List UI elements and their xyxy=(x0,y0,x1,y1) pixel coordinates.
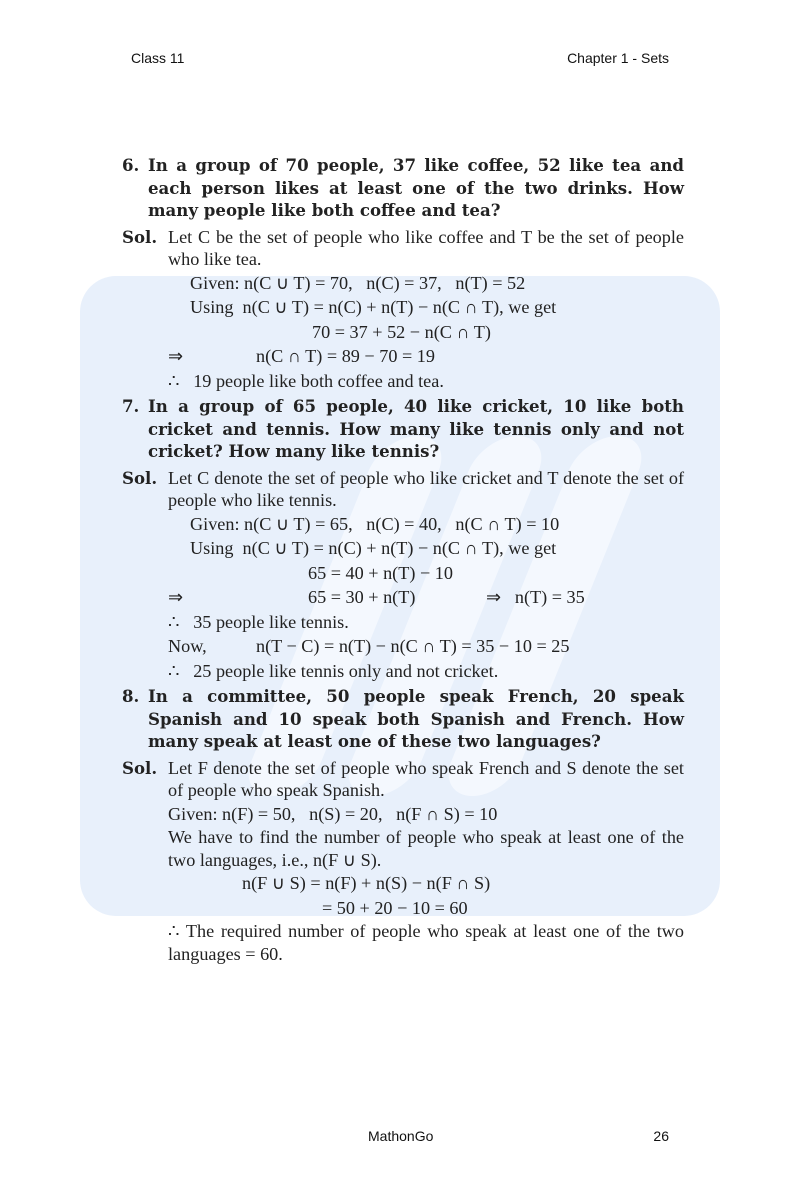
conclusion-line: ∴ 19 people like both coffee and tea. xyxy=(168,370,444,391)
equation-line: n(T − C) = n(T) − n(C ∩ T) = 35 − 10 = 25 xyxy=(256,636,570,656)
solution-6 xyxy=(122,226,684,271)
math-line xyxy=(122,512,684,537)
page-content xyxy=(122,154,684,965)
math-line xyxy=(122,610,684,635)
question-number: 8. xyxy=(122,686,140,706)
page-number: 26 xyxy=(653,1128,669,1144)
now-label: Now, xyxy=(168,636,207,656)
equation-line: = 50 + 20 − 10 = 60 xyxy=(322,897,468,918)
math-line xyxy=(122,585,684,610)
math-line xyxy=(122,802,684,827)
header-class-label: Class 11 xyxy=(131,50,185,66)
solution-intro: Let F denote the set of people who speak French and S denote the set of people who speak Spanish. xyxy=(168,757,684,800)
math-line xyxy=(122,896,684,921)
math-line xyxy=(122,634,684,659)
formula-line: Using n(C ∪ T) = n(C) + n(T) − n(C ∩ T), we get xyxy=(190,297,557,317)
math-line xyxy=(122,369,684,394)
conclusion-line: ∴ 25 people like tennis only and not cricket. xyxy=(168,660,499,681)
question-8 xyxy=(122,685,684,753)
question-number: 6. xyxy=(122,155,140,175)
solution-label: Sol. xyxy=(122,226,158,247)
implies-symbol: ⇒ xyxy=(168,587,184,607)
solution-7 xyxy=(122,467,684,512)
math-line xyxy=(122,561,684,586)
question-7 xyxy=(122,395,684,463)
math-line xyxy=(122,320,684,345)
explanation-paragraph: We have to find the number of people who speak at least one of the two languages, i.e., n(F ∪ S). xyxy=(168,827,684,870)
given-line: Given: n(F) = 50, n(S) = 20, n(F ∩ S) = 10 xyxy=(168,803,498,824)
solution-intro: Let C denote the set of people who like cricket and T denote the set of people who like tennis. xyxy=(168,467,684,510)
result-line: ⇒ n(T) = 35 xyxy=(486,587,585,607)
math-line xyxy=(122,871,684,896)
math-line xyxy=(122,344,684,369)
footer-brand: MathonGo xyxy=(368,1128,434,1144)
solution-8 xyxy=(122,757,684,802)
math-line xyxy=(122,271,684,296)
header-chapter-label: Chapter 1 - Sets xyxy=(567,50,669,66)
implies-symbol: ⇒ xyxy=(168,346,184,366)
formula-line: n(F ∪ S) = n(F) + n(S) − n(F ∩ S) xyxy=(242,873,491,893)
question-6 xyxy=(122,154,684,222)
equation-line: n(C ∩ T) = 89 − 70 = 19 xyxy=(256,346,435,366)
given-line: Given: n(C ∪ T) = 70, n(C) = 37, n(T) = 52 xyxy=(190,272,526,293)
equation-line: 65 = 40 + n(T) − 10 xyxy=(308,562,453,583)
equation-line: 65 = 30 + n(T) xyxy=(308,587,416,607)
conclusion-paragraph: ∴ The required number of people who speak at least one of the two languages = 60. xyxy=(168,921,684,964)
solution-intro: Let C be the set of people who like coffee and T be the set of people who like tea. xyxy=(168,226,684,269)
solution-label: Sol. xyxy=(122,757,158,778)
solution-label: Sol. xyxy=(122,467,158,488)
question-number: 7. xyxy=(122,396,140,416)
math-line xyxy=(122,295,684,320)
math-line xyxy=(122,659,684,684)
math-line xyxy=(122,536,684,561)
question-text: In a group of 65 people, 40 like cricket, 10 like both cricket and tennis. How many like tennis only and not cricket? How many like tennis? xyxy=(148,396,684,461)
equation-line: 70 = 37 + 52 − n(C ∩ T) xyxy=(312,321,491,342)
formula-line: Using n(C ∪ T) = n(C) + n(T) − n(C ∩ T), we get xyxy=(190,538,557,558)
given-line: Given: n(C ∪ T) = 65, n(C) = 40, n(C ∩ T) = 10 xyxy=(190,513,560,534)
question-text: In a committee, 50 people speak French, 20 speak Spanish and 10 speak both Spanish and French. How many speak at least one of these two languages? xyxy=(148,686,684,751)
conclusion-line: ∴ 35 people like tennis. xyxy=(168,611,349,632)
question-text: In a group of 70 people, 37 like coffee, 52 like tea and each person likes at least one of the two drinks. How many people like both coffee and tea? xyxy=(148,155,684,220)
